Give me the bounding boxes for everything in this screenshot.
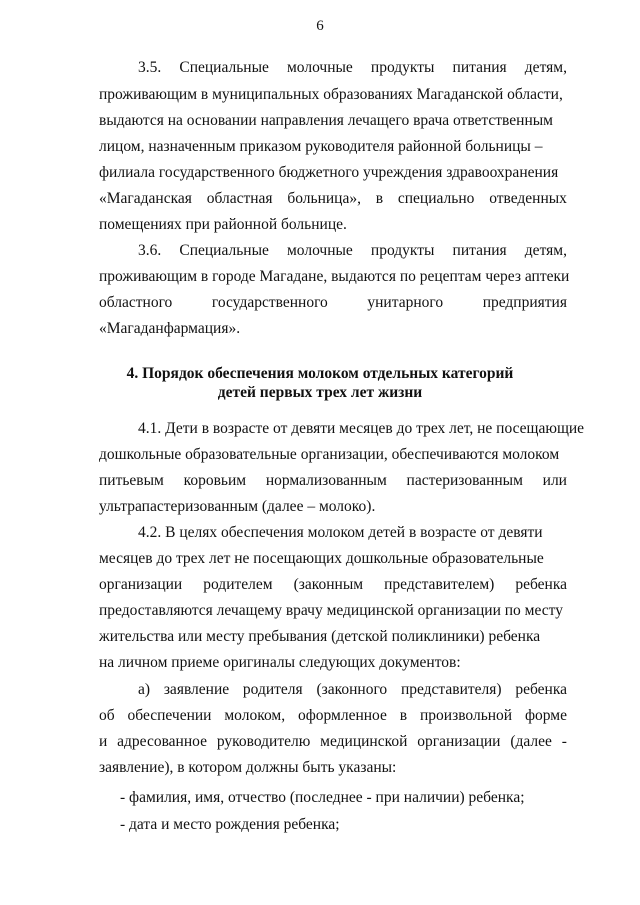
item-4-2-line-2: месяцев до трех лет не посещающих дошкольные образовательные: [99, 550, 544, 567]
word: детям,: [524, 242, 567, 259]
item-3-6-line-3: [99, 293, 567, 313]
word: представителем): [384, 576, 495, 593]
word: 3.5.: [138, 59, 162, 76]
word: ребенка: [515, 681, 567, 698]
item-4-2-line-4: предоставляются лечащему врачу медицинской организации по месту: [99, 602, 563, 619]
page-number: 6: [316, 18, 324, 34]
word: или: [542, 472, 567, 489]
item-a-line-2: [99, 706, 567, 726]
word: пастеризованным: [406, 472, 523, 489]
word: «Магаданская: [99, 190, 192, 207]
word: питания: [452, 242, 507, 259]
item-4-2-line-1: 4.2. В целях обеспечения молоком детей в возрасте от девяти: [138, 524, 543, 541]
word: нормализованным: [265, 472, 387, 489]
word: коровьим: [183, 472, 247, 489]
word: питьевым: [99, 472, 164, 489]
item-3-6-line-2: проживающим в городе Магадане, выдаются по рецептам через аптеки: [99, 268, 570, 285]
word: ребенка: [515, 576, 567, 593]
word: оформленное: [297, 707, 387, 724]
item-3-6-line-4: «Магаданфармация».: [99, 320, 241, 337]
item-4-1-line-2: дошкольные образовательные организации, обеспечиваются молоком: [99, 446, 560, 463]
word: организации: [99, 576, 183, 593]
word: адресованное: [117, 733, 207, 750]
word: а): [138, 681, 151, 698]
item-4-2-line-6: на личном приеме оригиналы следующих документов:: [99, 654, 461, 671]
word: родителем: [203, 576, 273, 593]
word: унитарного: [367, 294, 444, 311]
word: областная: [206, 190, 273, 207]
word: молоком,: [224, 707, 286, 724]
item-3-6-line-1: [138, 241, 567, 261]
item-3-5-line-7: помещениях при районной больнице.: [99, 216, 347, 233]
word: 3.6.: [138, 242, 162, 259]
word: руководителю: [216, 733, 311, 750]
word: обеспечении: [127, 707, 212, 724]
item-3-5-line-5: филиала государственного бюджетного учреждения здравоохранения: [99, 164, 559, 181]
item-3-5-line-4: лицом, назначенным приказом руководителя районной больницы –: [99, 138, 543, 155]
word: -: [561, 733, 567, 750]
word: областного: [99, 294, 173, 311]
word: форме: [525, 707, 567, 724]
item-a-line-4: заявление), в котором должны быть указаны:: [99, 759, 397, 776]
item-3-5-line-1: [138, 58, 567, 78]
word: специально: [397, 190, 475, 207]
word: предприятия: [482, 294, 567, 311]
item-4-1-line-1: 4.1. Дети в возрасте от девяти месяцев до трех лет, не посещающие: [138, 420, 585, 437]
word: Специальные: [179, 242, 269, 259]
word: организации: [417, 733, 501, 750]
item-a-line-1: [138, 680, 567, 700]
word: (законного: [316, 681, 388, 698]
word: Специальные: [179, 59, 269, 76]
item-a-line-3: [99, 732, 567, 752]
word: произвольной: [419, 707, 513, 724]
word: в: [399, 707, 408, 724]
item-4-2-line-3: [99, 575, 567, 595]
word: родителя: [242, 681, 303, 698]
bullet-birth-date: - дата и место рождения ребенка;: [120, 816, 340, 833]
item-4-1-line-3: [99, 471, 567, 491]
word: заявление: [163, 681, 230, 698]
item-3-5-line-3: выдаются на основании направления лечащего врача ответственным: [99, 112, 553, 129]
word: продукты: [370, 59, 435, 76]
word: питания: [452, 59, 507, 76]
word: (далее: [510, 733, 552, 750]
word: детям,: [524, 59, 567, 76]
item-3-5-line-2: проживающим в муниципальных образованиях Магаданской области,: [99, 86, 563, 103]
word: молочные: [286, 59, 353, 76]
section-heading-line-2: детей первых трех лет жизни: [217, 384, 423, 401]
word: об: [99, 707, 115, 724]
item-3-5-line-6: [99, 189, 567, 209]
section-heading-line-1: 4. Порядок обеспечения молоком отдельных категорий: [126, 365, 514, 382]
bullet-full-name: - фамилия, имя, отчество (последнее - при наличии) ребенка;: [120, 789, 525, 806]
word: больница»,: [287, 190, 361, 207]
word: государственного: [211, 294, 328, 311]
word: медицинской: [320, 733, 408, 750]
item-4-2-line-5: жительства или месту пребывания (детской поликлиники) ребенка: [99, 628, 541, 645]
word: отведенных: [489, 190, 567, 207]
word: молочные: [286, 242, 353, 259]
word: (законным: [293, 576, 364, 593]
word: в: [375, 190, 384, 207]
word: и: [99, 733, 108, 750]
word: продукты: [370, 242, 435, 259]
item-4-1-line-4: ультрапастеризованным (далее – молоко).: [99, 498, 376, 515]
word: представителя): [400, 681, 502, 698]
